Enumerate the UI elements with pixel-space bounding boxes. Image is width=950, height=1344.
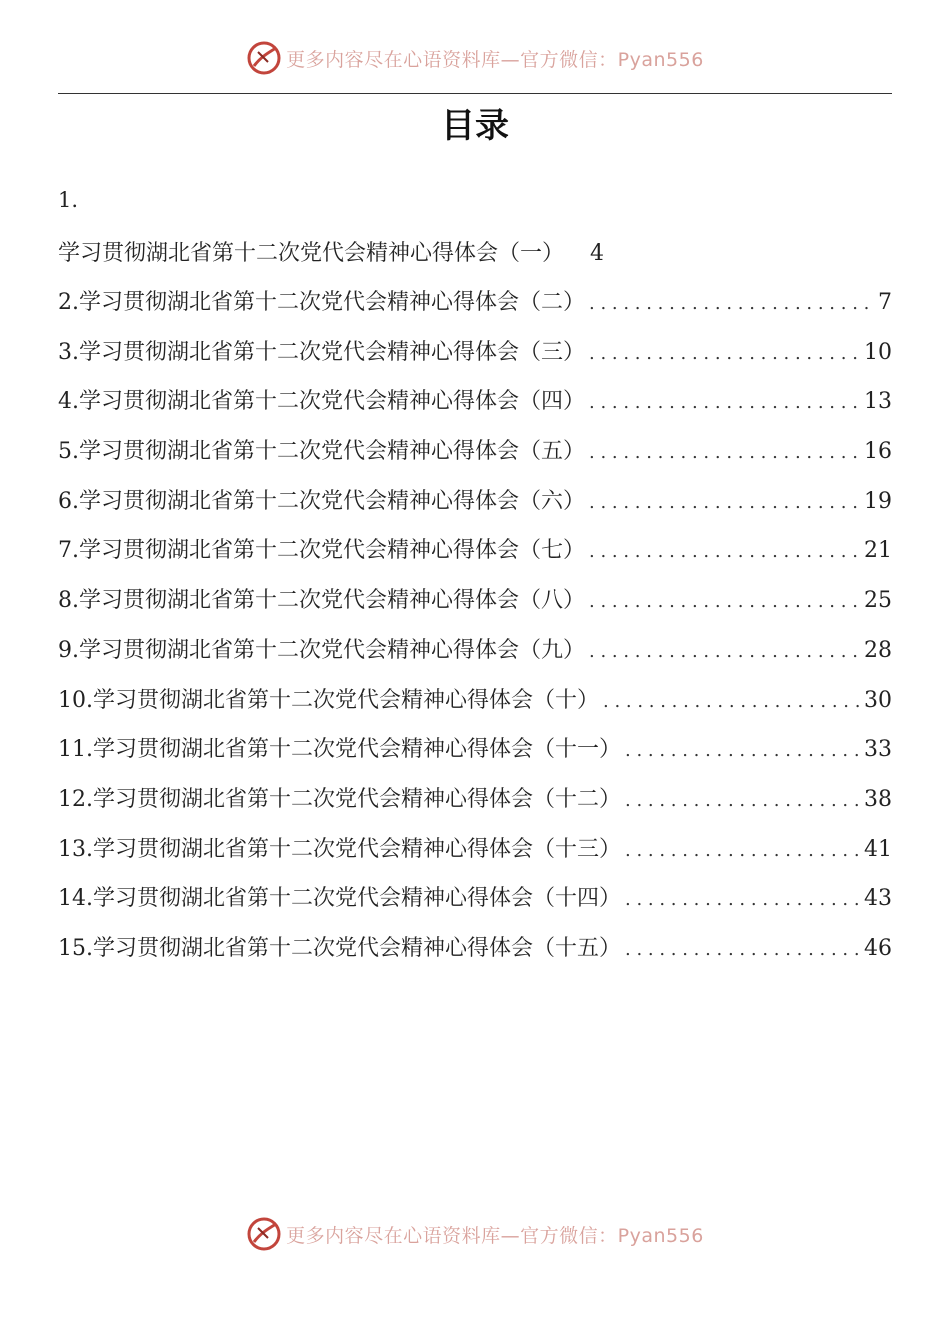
- toc-entry-14[interactable]: [58, 874, 892, 924]
- toc-entry-6[interactable]: [58, 477, 892, 527]
- toc-entry-page: 7: [878, 290, 892, 315]
- toc-dot-leader: [589, 428, 860, 478]
- toc-entry-8[interactable]: [58, 576, 892, 626]
- toc-entry-label: 学习贯彻湖北省第十二次党代会精神心得体会（一）: [58, 241, 565, 266]
- toc-entry-label: 11.学习贯彻湖北省第十二次党代会精神心得体会（十一）: [58, 737, 621, 763]
- toc-entry-page: 33: [864, 737, 892, 763]
- toc-entry-2[interactable]: [58, 278, 892, 328]
- toc-entry-label: 5.学习贯彻湖北省第十二次党代会精神心得体会（五）: [58, 439, 585, 465]
- toc-entry-page: 28: [864, 637, 892, 663]
- toc-entry-page: 38: [864, 786, 892, 812]
- toc-entry-1[interactable]: [58, 229, 892, 278]
- toc-entry-4[interactable]: [58, 377, 892, 427]
- toc-entry-label: 8.学习贯彻湖北省第十二次党代会精神心得体会（八）: [58, 588, 585, 614]
- toc-entry-page: 13: [864, 389, 892, 415]
- table-of-contents: [58, 180, 892, 974]
- toc-entry-13[interactable]: [58, 825, 892, 875]
- header-banner-text: 更多内容尽在心语资料库—官方微信：Pyan556: [286, 48, 704, 71]
- toc-entry-page: 4: [590, 241, 605, 266]
- toc-entry-page: 19: [864, 488, 892, 514]
- toc-dot-leader: [589, 329, 860, 379]
- toc-entry-page: 16: [864, 439, 892, 465]
- header-banner: [0, 38, 950, 78]
- toc-entry-15[interactable]: [58, 924, 892, 974]
- toc-entry-page: 43: [864, 886, 892, 912]
- toc-entry-label: 4.学习贯彻湖北省第十二次党代会精神心得体会（四）: [58, 389, 585, 415]
- toc-entry-label: 3.学习贯彻湖北省第十二次党代会精神心得体会（三）: [58, 339, 585, 365]
- toc-entry-page: 21: [864, 538, 892, 564]
- brand-logo-icon: [246, 40, 282, 76]
- toc-entry-5[interactable]: [58, 427, 892, 477]
- toc-entry-page: 41: [864, 836, 892, 862]
- page-title: 目录: [441, 106, 509, 146]
- toc-entry-label: 13.学习贯彻湖北省第十二次党代会精神心得体会（十三）: [58, 836, 621, 862]
- toc-entry-label: 2.学习贯彻湖北省第十二次党代会精神心得体会（二）: [58, 290, 585, 315]
- toc-entry-page: 46: [864, 935, 892, 961]
- toc-dot-leader: [589, 478, 860, 528]
- toc-dot-leader: [589, 378, 860, 428]
- toc-dot-leader: [625, 875, 860, 925]
- toc-entry-page: 25: [864, 588, 892, 614]
- toc-dot-leader: [625, 776, 860, 826]
- toc-entry-7[interactable]: [58, 526, 892, 576]
- toc-entry-label: 6.学习贯彻湖北省第十二次党代会精神心得体会（六）: [58, 488, 585, 514]
- toc-entry-page: 10: [864, 339, 892, 365]
- toc-entry-3[interactable]: [58, 328, 892, 378]
- toc-dot-leader: [589, 577, 860, 627]
- toc-entry-label: 9.学习贯彻湖北省第十二次党代会精神心得体会（九）: [58, 637, 585, 663]
- toc-entry-page: 30: [864, 687, 892, 713]
- toc-entry-label: 10.学习贯彻湖北省第十二次党代会精神心得体会（十）: [58, 687, 599, 713]
- footer-banner: [0, 1214, 950, 1254]
- toc-entry-label: 12.学习贯彻湖北省第十二次党代会精神心得体会（十二）: [58, 786, 621, 812]
- toc-dot-leader: [589, 279, 874, 329]
- footer-banner-text: 更多内容尽在心语资料库—官方微信：Pyan556: [286, 1224, 704, 1247]
- brand-logo-icon: [246, 1216, 282, 1252]
- toc-dot-leader: [589, 627, 860, 677]
- toc-dot-leader: [625, 826, 860, 876]
- toc-entry-label: 15.学习贯彻湖北省第十二次党代会精神心得体会（十五）: [58, 935, 621, 961]
- toc-entry-label: 14.学习贯彻湖北省第十二次党代会精神心得体会（十四）: [58, 886, 621, 912]
- toc-dot-leader: [603, 677, 860, 727]
- toc-entry-9[interactable]: [58, 626, 892, 676]
- toc-first-number: 1.: [58, 188, 79, 212]
- toc-entry-11[interactable]: [58, 725, 892, 775]
- toc-dot-leader: [625, 925, 860, 975]
- header-divider: [58, 93, 892, 94]
- toc-entry-10[interactable]: [58, 676, 892, 726]
- toc-dot-leader: [625, 726, 860, 776]
- toc-entry-12[interactable]: [58, 775, 892, 825]
- toc-entry-label: 7.学习贯彻湖北省第十二次党代会精神心得体会（七）: [58, 538, 585, 564]
- toc-dot-leader: [589, 527, 860, 577]
